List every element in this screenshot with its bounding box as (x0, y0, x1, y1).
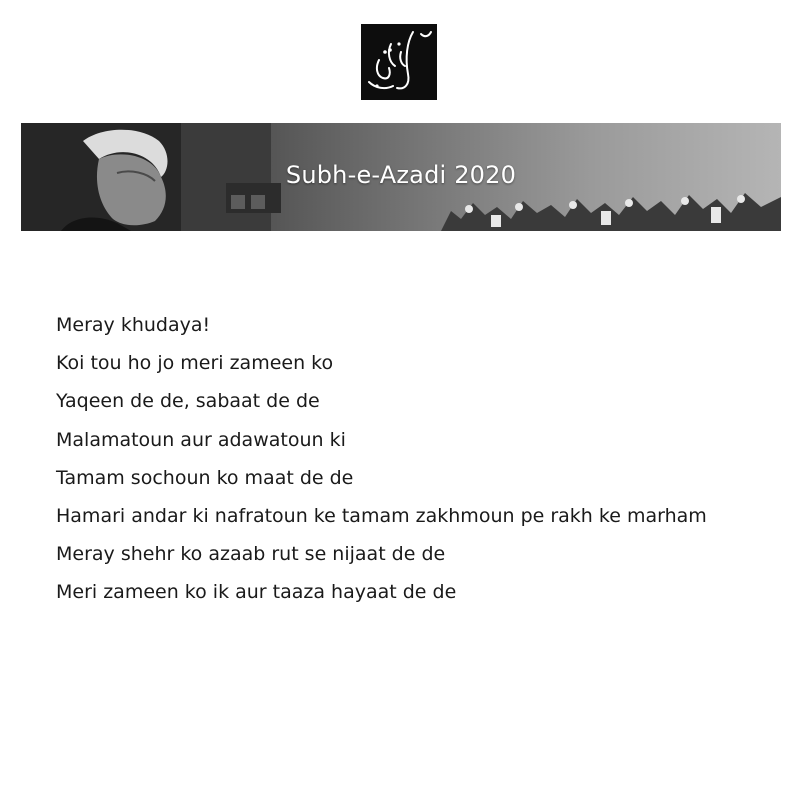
header-banner (21, 123, 781, 231)
poem-line: Tamam sochoun ko maat de de (56, 466, 354, 489)
poem-line: Malamatoun aur adawatoun ki (56, 428, 346, 451)
poem-line: Hamari andar ki nafratoun ke tamam zakhmoun pe rakh ke marham (56, 504, 707, 527)
poem-line: Meri zameen ko ik aur taaza hayaat de de (56, 581, 457, 604)
poem-line: Yaqeen de de, sabaat de de (56, 390, 320, 413)
page-title: Subh-e-Azadi 2020 (285, 161, 517, 189)
poem-body (56, 306, 756, 612)
poem-line: Meray shehr ko azaab rut se nijaat de de (56, 543, 446, 566)
poem-line: Meray khudaya! (56, 314, 211, 336)
calligraphy-logo-icon (361, 24, 437, 100)
poem-line: Koi tou ho jo meri zameen ko (56, 352, 334, 375)
